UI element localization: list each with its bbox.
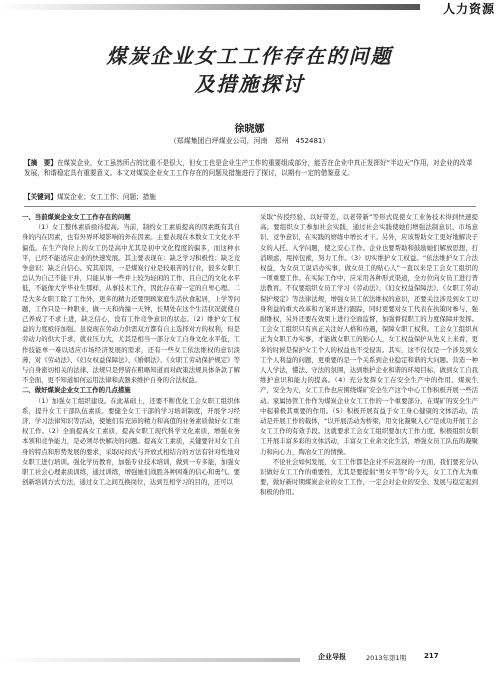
body-column-left <box>22 212 240 487</box>
page-number: 217 <box>424 652 439 660</box>
page-footer <box>0 652 499 668</box>
abstract-text: 在煤炭企业，女工虽然所占的比重不是很大，但女工也是企业生产工作的重要组成部分，能否在企业中真正发挥好“半边天”作用，对企业的改革发展，和谐稳定具有重要意义。本文对煤炭企业女工工作存在的问题及措施进行了探讨，以期有一定的借鉴意义。 <box>24 159 473 177</box>
body-paragraph: 采取“传授经验、以好带差、以老带新”等形式促使女工业务技术得到快速提高。要组织女工参加社会实践，通过社会实践使她们增强法制意识、市场意识、竞争意识，在实践的磨练中增长才干。另外，应该帮助女工更好地解决子女的入托、入学问题，使之安心工作。企业也要帮助和鼓励她们解放思想，打消顾虑，甩掉包袱，努力工作。（3）切实维护女工权益。“依法维护女工合法权益，为女员工说话办实事，做女员工的贴心人”一直以来是工会女工组织的一项重要工作。在实际工作中，应采用各种形式渠道，全方位向女员工进行普法教育。不仅要组织女员工学习《劳动法》、《妇女权益保障法》、《女职工劳动保护规定》等法律法规，增强女员工依法维权的意识，还要关注涉及到女工切身利益的重大改革和方案并进行跟踪，同时更要对女工代表在执策时参与、强耐维权，另外还要在效果上进行全面监督，加强督促职工的力度保障并发挥。工会女工组织只有真正关注好人格和待遇，保障女职工权利。工会女工组织真正为女职工办实事，才能做女职工的贴心人，女工权益保护从先义上来看，更多的时候是保护女工个人的权益也不受侵害。其实，这不仅仅是一个涉及到女工个人利益的问题，更重要的是一个关系到企业稳定和谐的大问题。营造一种人人学法，懂法、守法的氛围，达到维护企业和谐的环境目标，做到女工自我维护意识和能力的提高。（4）充分发挥女工在安全生产中的作用。煤炭生产，安全为天，女工工作也应围绕煤矿安全生产这个中心工作积极开展一些活动。家属协管工作作为煤炭企业女工工作的一个重要部分，在煤矿的安全生产中起着极其重要的作用。（5）积极开展有益于女工身心健康的文体活动。活动是开展工作的载体，“以开展活动为桥梁，用文化凝聚人心”是成功开展工会女工工作的有效手段。这就要求工会女工组织要加大工作力度，积极组织女职工开展丰富多彩的文体活动，丰富女工业余文化生活，增强女员工队伍的凝聚力和向心力，陶冶女工的情操。 <box>260 213 478 456</box>
section-heading: 二、做好煤炭企业女工工作的几点措施 <box>22 386 131 395</box>
issue-label: 2013年第1期 <box>366 654 407 662</box>
body-paragraph: 不论社会如何发展，女工工作都是企业不应忽视的一方面，我们要充分认识做好女工工作的重要性，尤其是要提倡“男女平等”的今天，女工工作尤为重要，做好新时期煤炭企业的女工工作，一定会对企业的安全、发展与稳定起到积极的作用。 <box>260 457 478 497</box>
abstract-label: 【摘 要】 <box>24 159 57 167</box>
divider <box>24 206 476 207</box>
keywords-label: 【关键词】 <box>24 193 57 201</box>
section-heading: 一、当前煤炭企业女工工作存在的问题 <box>22 213 131 221</box>
article-title-line2: 及措施探讨 <box>194 72 305 96</box>
body-paragraph: （1）女工整体素质亟待提高。当前，制约女工素质提高的因素既有其自身的内在因素，也有外界环境影响的外在因素。主要表现在本数女工文化水平偏低。在生产岗位上的女工仍是高中尤其是初中文化程度的偏多，而这种水平，已经不能适应企业的快速发展。其主要表现在：缺乏学习积极性；缺乏竞争意识；缺乏自信心。究其原因，一是煤炭行业是较艰苦的行业，很多女职工总认为自己不能干并，只能从事一些并上较为轻闲的工作，且自己的文化水平低，不能像大学毕业生那样，从事技术工作，因此存在着一定的自卑心理。二是大多女职工除了工作外，更多的精力还要照顾家庭生活伙食起居，上学等问题，工作只是一种职业，做一天和尚撞一天钟，长期处在这个生活状况就使自己养成了不求上进，缺乏信心，没有工作竞争意识的状态。（2）维护女工权益的力度亟待加强。虽说现在劳动力供需双方都有自主选择对方的权利，但是劳动力的供大于求，就业压力大，尤其是相当一部分女工自身文化水平低，工作技能单一难以适应市场经济发展的需求，还有一些女工依法维权的意识淡薄，对《劳动法》、《妇女权益保障法》、《婚姻法》、《女职工劳动保护规定》等与自身密切相关的法律、法规只是停留在粗略知道而对政策法规具体条款了解不全面，更不知道如何运用法律和武器来维护自身的合法权益。 <box>22 223 240 385</box>
article-title-line1: 煤炭企业女工工作存在的问题 <box>106 44 393 68</box>
keywords <box>24 192 476 202</box>
footer-gradient-bar <box>0 658 300 662</box>
author-name: 徐晓娜 <box>234 124 265 135</box>
abstract <box>24 158 476 178</box>
header-band <box>0 0 499 16</box>
section-label: 人力资源 <box>442 2 495 16</box>
body-column-right <box>260 212 478 498</box>
journal-name: 企业导报 <box>318 653 346 661</box>
header-gradient-bar <box>0 4 420 10</box>
author-affiliation: （郑煤集团白坪煤业公司，河南 郑州 452481） <box>169 137 330 145</box>
keywords-text: 煤炭企业；女工工作；问题；措施 <box>56 193 156 201</box>
body-paragraph: （1）加强女工组织建设。在此基础上，还要不断优化工会女职工组织体系，提升女工干部队伍素质。要健全女工干部的学习培训制度，开展学习经济、学习法律知识等活动，使她们有充沛的精力和高值的业务素质做好女工维权工作。（2）全面提高女工素质，提高女职工现代科学文化素质，增强业务本领和竞争能力，是必须尽快解决的问题。提高女工素质，关键要针对女工自身的特点和形势发展的要求，采取时间式与开放式相结合的方法有针对性地对女职工进行培训。强化学历教育，加强专业技术培训，做到一专多能，加强女职工社会心理素质训练，通过训练，增强她们战胜各种困难的信心和勇气。要创新培训方式方法，通过女工之间互换岗位，达到互相学习的目的，还可以 <box>22 396 240 487</box>
